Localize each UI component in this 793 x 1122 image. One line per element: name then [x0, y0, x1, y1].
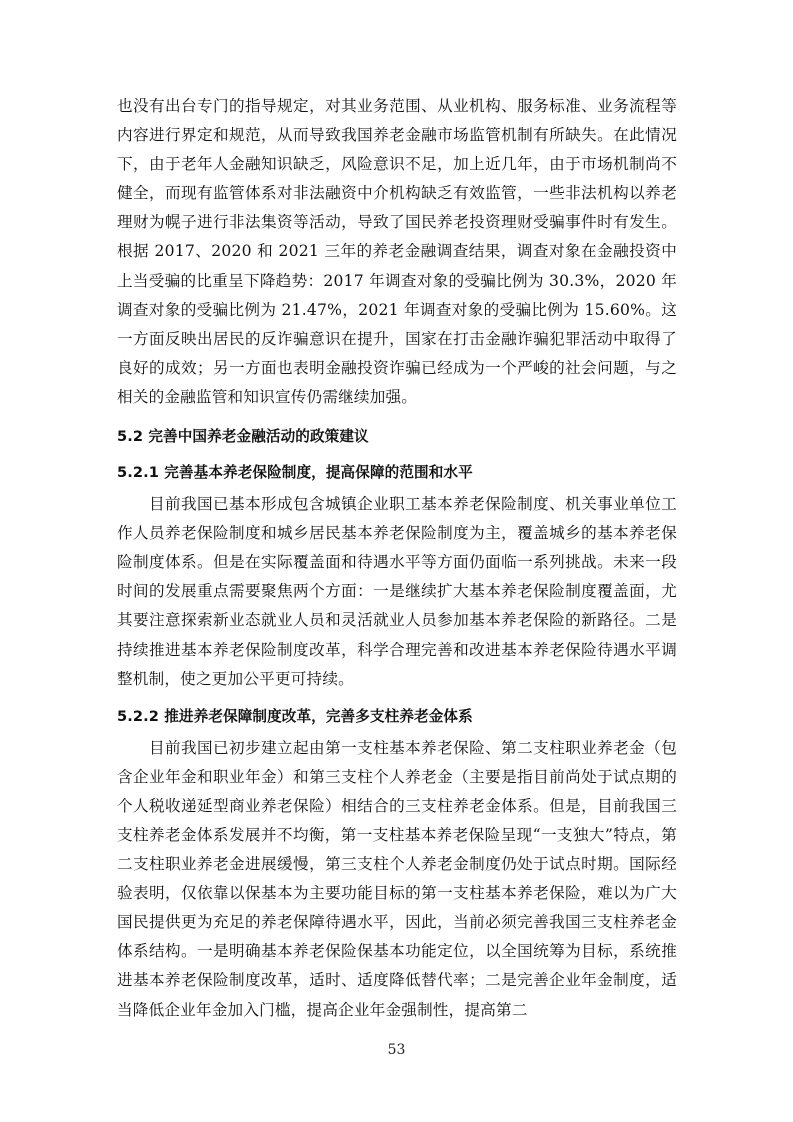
paragraph-three-pillar: 目前我国已初步建立起由第一支柱基本养老保险、第二支柱职业养老金（包含企业年金和职业年金）和第三支柱个人养老金（主要是指目前尚处于试点期的个人税收递延型商业养老保险）相结合的三支柱养老金体系。但是，目前我国三支柱养老金体系发展并不均衡，第一支柱基本养老保险呈现“一支独大”特点，第二支柱职业养老金进展缓慢，第三支柱个人养老金制度仍处于试点时期。国际经验表明，仅依靠以保基本为主要功能目标的第一支柱基本养老保险，难以为广大国民提供更为充足的养老保障待遇水平，因此，当前必须完善我国三支柱养老金体系结构。一是明确基本养老保险保基本功能定位，以全国统筹为目标，系统推进基本养老保险制度改革，适时、适度降低替代率；二是完善企业年金制度，适当降低企业年金加入门槛，提高企业年金强制性，提高第二 [117, 738, 677, 1019]
paragraph-regulation-fraud: 也没有出台专门的指导规定，对其业务范围、从业机构、服务标准、业务流程等内容进行界定和规范，从而导致我国养老金融市场监管机制有所缺失。在此情况下，由于老年人金融知识缺乏，风险意识不足，加上近几年，由于市场机制尚不健全，而现有监管体系对非法融资中介机构缺乏有效监管，一些非法机构以养老理财为幌子进行非法集资等活动，导致了国民养老投资理财受骗事件时有发生。根据 2017、2020 和 2021 三年的养老金融调查结果，调查对象在金融投资中上当受骗的比重呈下降趋势：2017 年调查对象的受骗比例为 30.3%，2020 年调查对象的受骗比例为 21.47%，2021 年调查对象的受骗比例为 15.60%。这一方面反映出居民的反诈骗意识在提升，国家在打击金融诈骗犯罪活动中取得了良好的成效；另一方面也表明金融投资诈骗已经成为一个严峻的社会问题，与之相关的金融监管和知识宣传仍需继续加强。 [117, 97, 677, 406]
subsection-heading-5-2-2: 5.2.2 推进养老保障制度改革，完善多支柱养老金体系 [117, 707, 473, 725]
subsection-heading-5-2-1: 5.2.1 完善基本养老保险制度，提高保障的范围和水平 [117, 464, 473, 482]
paragraph-basic-pension: 目前我国已基本形成包含城镇企业职工基本养老保险制度、机关事业单位工作人员养老保险制度和城乡居民基本养老保险制度为主，覆盖城乡的基本养老保险制度体系。但是在实际覆盖面和待遇水平等方面仍面临一系列挑战。未来一段时间的发展重点需要聚焦两个方面：一是继续扩大基本养老保险制度覆盖面，尤其要注意探索新业态就业人员和灵活就业人员参加基本养老保险的新路径。二是持续推进基本养老保险制度改革，科学合理完善和改进基本养老保险待遇水平调整机制，使之更加公平更可持续。 [117, 495, 677, 688]
page-number: 53 [387, 1042, 406, 1058]
section-heading-5-2: 5.2 完善中国养老金融活动的政策建议 [117, 428, 369, 446]
document-body [117, 92, 677, 1025]
